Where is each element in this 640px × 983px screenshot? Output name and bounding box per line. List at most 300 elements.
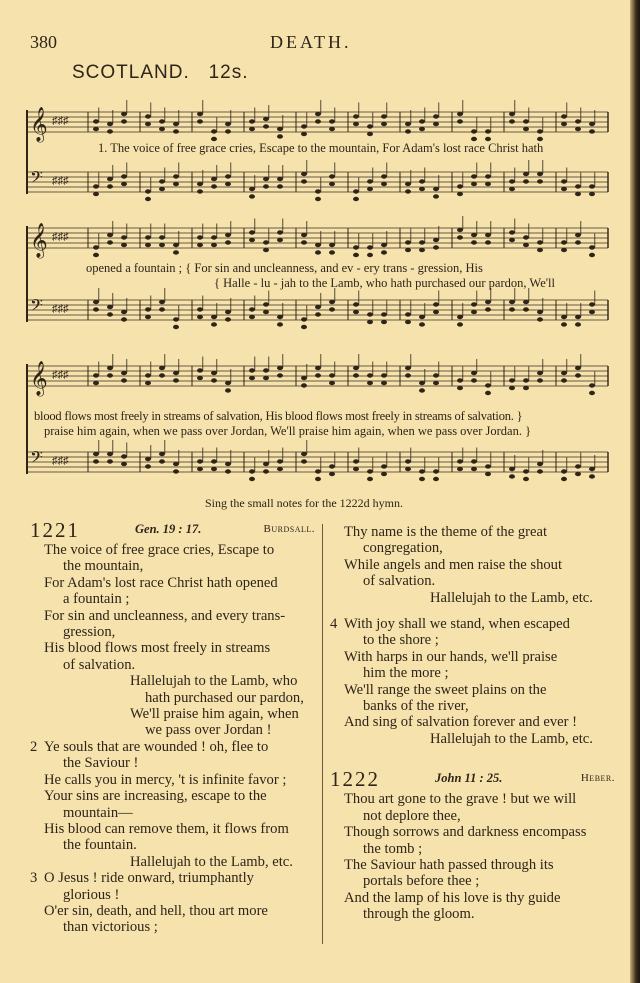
note-head [263,117,269,121]
note-head [589,192,595,196]
note-head [381,114,387,118]
note-head [107,459,113,463]
note-head [509,378,515,382]
note-head [485,182,491,186]
note-head [145,381,151,385]
verse-text: For Adam's lost race Christ hath opened [44,574,278,591]
note-head [159,127,165,131]
verse-text: He calls you in mercy, 't is infinite favor ; [44,771,287,788]
note-head [211,235,217,239]
note-head [121,112,127,116]
note-head [457,459,463,463]
note-head [93,245,99,249]
key-signature-sharps: ♯♯♯ [52,369,69,381]
verse-line [330,841,615,857]
verse-number: 3 [30,870,38,887]
note-head [107,240,113,244]
verse-text: than victorious ; [63,919,158,936]
note-head [509,238,515,242]
verse-text: a fountain ; [63,591,130,608]
note-head [353,114,359,118]
verse-text: banks of the river, [363,698,469,715]
verse-text: mountain— [63,804,133,821]
verse-text: we pass over Jordan ! [145,722,272,739]
verse-line [30,854,315,870]
verse-line [30,657,315,673]
note-head [329,119,335,123]
treble-clef-icon: 𝄞 [30,223,48,258]
verse-line [330,590,615,606]
note-head [301,179,307,183]
note-head [485,391,491,395]
verse-line [30,558,315,574]
note-head [249,230,255,234]
note-head [211,459,217,463]
note-head [121,119,127,123]
verse-number: 2 [30,738,38,755]
verse-line [30,739,315,755]
note-head [315,250,321,254]
system2-lyric-line-2: { Halle - lu - jah to the Lamb, who hath purchased our pardon, We'll [214,276,555,290]
note-head [93,452,99,456]
note-head [575,315,581,319]
note-head [329,373,335,377]
note-head [433,122,439,126]
note-head [471,182,477,186]
verse-text: We'll range the sweet plains on the [344,681,547,698]
note-head [277,184,283,188]
hymn-author: Heber. [580,772,615,785]
note-head [159,459,165,463]
note-head [537,310,543,314]
verse-text: portals before thee ; [363,873,480,890]
note-head [301,233,307,237]
note-head [523,300,529,304]
note-head [457,228,463,232]
note-head [107,184,113,188]
verse-line [30,903,315,919]
note-head [419,322,425,326]
note-head [329,300,335,304]
note-head [471,310,477,314]
note-head [405,312,411,316]
key-signature-sharps: ♯♯♯ [52,455,69,467]
note-head [277,177,283,181]
note-head [419,381,425,385]
note-head [107,122,113,126]
note-head [329,182,335,186]
note-head [315,366,321,370]
verse-text: of salvation. [63,656,136,673]
note-head [173,325,179,329]
note-head [509,230,515,234]
verse-text: Hallelujah to the Lamb, etc. [430,589,593,606]
note-head [561,322,567,326]
verse-text: The voice of free grace cries, Escape to [44,542,275,558]
note-head [121,378,127,382]
verse-text: the Saviour ! [63,755,139,772]
note-head [211,371,217,375]
note-head [93,459,99,463]
note-head [509,386,515,390]
note-head [485,240,491,244]
verse-text: of salvation. [363,573,436,590]
note-head [537,172,543,176]
note-head [537,371,543,375]
verse-line [30,608,315,624]
note-head [405,320,411,324]
verse-line [330,682,615,698]
note-head [353,373,359,377]
note-head [509,187,515,191]
note-head [381,320,387,324]
note-head [457,192,463,196]
note-head [197,368,203,372]
note-head [173,122,179,126]
verse-text: Ye souls that are wounded ! oh, flee to [44,738,269,755]
note-head [225,233,231,237]
note-head [121,310,127,314]
note-head [433,187,439,191]
note-head [353,245,359,249]
system3-lyric-line-2: praise him again, when we pass over Jordan, We'll praise him again, when we pass over Jordan. } [44,424,532,438]
note-head [419,469,425,473]
note-head [263,368,269,372]
note-head [301,459,307,463]
note-head [93,307,99,311]
note-head [575,127,581,131]
note-head [561,240,567,244]
note-head [381,243,387,247]
note-head [509,307,515,311]
verse-text: The Saviour hath passed through its [344,856,554,873]
verse-text: hath purchased our pardon, [145,689,304,706]
note-head [145,122,151,126]
verse-text: Thou art gone to the grave ! but we will [344,791,577,808]
note-head [589,391,595,395]
note-head [173,317,179,321]
music-footnote: Sing the small notes for the 1222d hymn. [205,496,403,510]
note-head [561,378,567,382]
note-head [419,315,425,319]
note-head [145,464,151,468]
note-head [509,467,515,471]
verse-text: His blood can remove them, it flows from [44,820,289,837]
note-head [509,179,515,183]
note-head [537,179,543,183]
note-head [575,464,581,468]
note-head [225,462,231,466]
note-head [159,187,165,191]
note-head [405,459,411,463]
note-head [263,376,269,380]
note-head [145,243,151,247]
verse-line [30,919,315,935]
note-head [249,368,255,372]
note-head [405,373,411,377]
note-head [159,243,165,247]
verse-text: the mountain, [63,558,144,575]
note-head [329,381,335,385]
note-head [471,378,477,382]
note-head [523,127,529,131]
note-head [433,302,439,306]
note-head [523,386,529,390]
note-head [145,189,151,193]
note-head [509,112,515,116]
key-signature-sharps: ♯♯♯ [52,303,69,315]
note-head [107,373,113,377]
note-head [225,122,231,126]
note-head [537,248,543,252]
note-head [277,230,283,234]
note-head [301,325,307,329]
note-head [93,119,99,123]
verse-line [30,673,315,689]
note-head [145,235,151,239]
verse-text: gression, [63,624,116,641]
note-head [263,177,269,181]
note-head [315,312,321,316]
note-head [121,235,127,239]
note-head [93,300,99,304]
note-head [263,302,269,306]
note-head [249,187,255,191]
verse-line [330,873,615,889]
verse-line [30,722,315,738]
verse-line [30,575,315,591]
note-head [367,469,373,473]
verse-text: through the gloom. [363,906,475,923]
hymn-number: 1221 [30,518,80,542]
note-head [249,194,255,198]
note-head [197,467,203,471]
note-head [589,122,595,126]
note-head [485,174,491,178]
note-head [159,179,165,183]
verse-text: While angels and men raise the shout [344,556,563,573]
note-head [301,376,307,380]
note-head [471,129,477,133]
treble-clef-icon: 𝄞 [30,361,48,396]
note-head [107,233,113,237]
verse-line [330,808,615,824]
treble-clef-icon: 𝄞 [30,107,48,142]
bass-clef-icon: 𝄢 [30,447,43,471]
note-head [589,383,595,387]
note-head [471,371,477,375]
note-head [249,307,255,311]
note-head [589,184,595,188]
note-head [197,315,203,319]
note-head [561,122,567,126]
tune-name: SCOTLAND. [72,62,190,83]
note-head [225,129,231,133]
note-head [315,119,321,123]
note-head [315,373,321,377]
bass-clef-icon: 𝄢 [30,295,43,319]
verse-line [330,698,615,714]
note-head [107,312,113,316]
bass-staff [28,167,608,192]
note-head [433,373,439,377]
note-head [457,322,463,326]
note-head [523,243,529,247]
note-head [405,467,411,471]
note-head [367,187,373,191]
note-head [197,235,203,239]
note-head [263,469,269,473]
note-head [419,187,425,191]
system2-lyric-line-1: opened a fountain ; { For sin and uncleanness, and ev - ery trans - gression, His [86,261,483,275]
verse-text: O'er sin, death, and hell, thou art more [44,902,268,919]
note-head [405,129,411,133]
note-head [301,240,307,244]
verse-line [30,624,315,640]
note-head [561,371,567,375]
note-head [121,174,127,178]
note-head [433,245,439,249]
note-head [277,373,283,377]
note-head [433,469,439,473]
note-head [433,381,439,385]
note-head [211,184,217,188]
note-head [523,172,529,176]
verse-line [330,824,615,840]
note-head [301,452,307,456]
verse-line [30,870,315,886]
note-head [353,197,359,201]
note-head [211,243,217,247]
key-signature-sharps: ♯♯♯ [52,115,69,127]
note-head [485,233,491,237]
note-head [381,182,387,186]
note-head [471,233,477,237]
note-head [107,129,113,133]
note-head [249,238,255,242]
note-head [145,307,151,311]
note-head [367,124,373,128]
verse-text: to the shore ; [363,632,439,649]
note-head [159,366,165,370]
note-head [561,469,567,473]
note-head [225,310,231,314]
note-head [537,240,543,244]
verse-text: His blood flows most freely in streams [44,640,271,657]
note-head [405,366,411,370]
verse-number: 4 [330,616,338,633]
note-head [329,243,335,247]
scripture-reference: John 11 : 25. [435,771,503,786]
note-head [405,248,411,252]
note-head [329,174,335,178]
verse-text: For sin and uncleanness, and every trans- [44,607,286,624]
verse-text: Though sorrows and darkness encompass [344,824,587,841]
note-head [589,310,595,314]
note-head [263,248,269,252]
note-head [485,383,491,387]
verse-text: Hallelujah to the Lamb, etc. [130,853,293,870]
verse-line [330,649,615,665]
note-head [575,240,581,244]
note-head [367,253,373,257]
note-head [419,240,425,244]
verse-text: the tomb ; [363,840,423,857]
note-head [301,172,307,176]
note-head [315,469,321,473]
note-head [225,388,231,392]
note-head [249,469,255,473]
note-head [107,366,113,370]
note-head [353,467,359,471]
system3-lyric-line-1: blood flows most freely in streams of salvation, His blood flows most freely in streams of salvation. } [34,409,523,423]
key-signature-sharps: ♯♯♯ [52,175,69,187]
note-head [173,174,179,178]
note-head [249,376,255,380]
note-head [509,300,515,304]
note-head [367,312,373,316]
note-head [249,119,255,123]
note-head [315,189,321,193]
verse-text: We'll praise him again, when [130,706,299,723]
note-head [523,179,529,183]
note-head [277,322,283,326]
note-head [329,307,335,311]
note-head [537,462,543,466]
page-number: 380 [30,32,57,52]
note-head [93,127,99,131]
verse-line [330,791,615,807]
note-head [121,182,127,186]
verse-text: congregation, [363,540,443,557]
verse-line [30,591,315,607]
note-head [211,129,217,133]
bass-clef-icon: 𝄢 [30,167,43,191]
note-head [457,315,463,319]
note-head [211,315,217,319]
note-head [159,300,165,304]
verse-text: not deplore thee, [363,807,461,824]
note-head [537,469,543,473]
note-head [277,315,283,319]
note-head [329,464,335,468]
note-head [367,477,373,481]
note-head [381,373,387,377]
note-head [589,474,595,478]
note-head [107,452,113,456]
note-head [433,194,439,198]
note-head [457,119,463,123]
note-head [433,310,439,314]
note-head [575,366,581,370]
note-head [537,317,543,321]
note-head [225,174,231,178]
note-head [121,371,127,375]
note-head [419,127,425,131]
note-head [107,177,113,181]
note-head [457,235,463,239]
verse-line [330,616,615,632]
note-head [211,177,217,181]
system1-lyric-line: 1. The voice of free grace cries, Escape to the mountain, For Adam's lost race Christ hath [98,141,544,155]
note-head [471,459,477,463]
note-head [93,381,99,385]
note-head [561,187,567,191]
note-head [419,119,425,123]
verse-text: And the lamp of his love is thy guide [344,889,561,906]
note-head [381,174,387,178]
note-head [405,122,411,126]
